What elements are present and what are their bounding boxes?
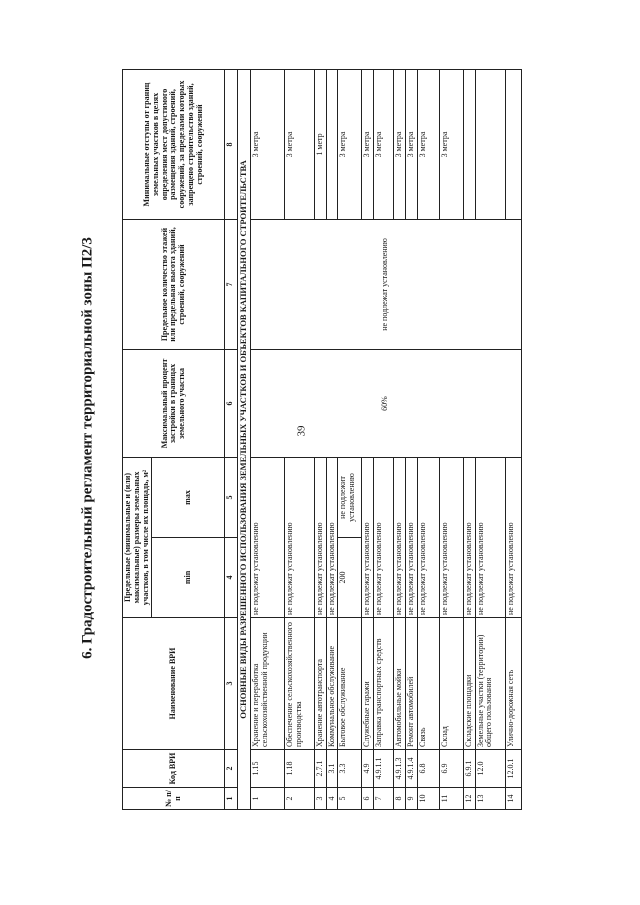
row-size: не подлежат установлению [326, 458, 338, 618]
row-code: 4.9.1.1 [374, 750, 394, 788]
header-max: max [152, 458, 225, 538]
column-number: 6 [225, 350, 238, 458]
row-size: не подлежат установлению [475, 458, 505, 618]
row-code: 1.15 [250, 750, 284, 788]
row-code: 2.7.1 [314, 750, 326, 788]
row-size-max: не подлежит установлению [338, 458, 362, 538]
row-name: Коммунальное обслуживание [326, 618, 338, 750]
row-num: 10 [417, 788, 439, 810]
row-name: Ремонт автомобилей [405, 618, 417, 750]
row-code: 3.1 [326, 750, 338, 788]
row-floors: не подлежат установлению [250, 220, 521, 350]
header-row [123, 70, 152, 810]
header-floors: Предельное количество этажей или предельная высота зданий, строений, сооружений [123, 220, 225, 350]
row-code: 3.3 [338, 750, 362, 788]
row-num: 3 [314, 788, 326, 810]
column-number: 4 [225, 538, 238, 618]
table-row [250, 70, 284, 810]
row-size: не подлежат установлению [405, 458, 417, 618]
row-size-min: 200 [338, 538, 362, 618]
column-number-row [225, 70, 238, 810]
row-setback: 3 метра [374, 70, 394, 220]
row-num: 2 [284, 788, 314, 810]
row-setback [475, 70, 505, 220]
row-setback: 1 метр [314, 70, 326, 220]
header-code: Код ВРИ [123, 750, 225, 788]
section-row [238, 70, 250, 810]
row-size: не подлежат установлению [374, 458, 394, 618]
column-number: 7 [225, 220, 238, 350]
row-size: не подлежат установлению [394, 458, 406, 618]
row-size: не подлежат установлению [250, 458, 284, 618]
row-num: 9 [405, 788, 417, 810]
row-num: 5 [338, 788, 362, 810]
row-code: 6.9 [439, 750, 463, 788]
row-name: Связь [417, 618, 439, 750]
row-size: не подлежат установлению [505, 458, 521, 618]
row-size: не подлежат установлению [417, 458, 439, 618]
row-percent: 60% [250, 350, 521, 458]
row-setback: 3 метра [338, 70, 362, 220]
row-num: 4 [326, 788, 338, 810]
row-code: 6.9.1 [463, 750, 475, 788]
row-num: 14 [505, 788, 521, 810]
row-name: Автомобильные мойки [394, 618, 406, 750]
row-name: Бытовое обслуживание [338, 618, 362, 750]
row-size: не подлежат установлению [362, 458, 374, 618]
row-num: 6 [362, 788, 374, 810]
regulation-table [122, 69, 522, 810]
page-title-text: 6. Градостроительный регламент территориальной зоны П2/3 [79, 237, 96, 659]
column-number: 1 [225, 788, 238, 810]
row-code: 4.9.1.3 [394, 750, 406, 788]
row-name: Служебные гаражи [362, 618, 374, 750]
column-number: 5 [225, 458, 238, 538]
row-name: Склад [439, 618, 463, 750]
row-size: не подлежат установлению [314, 458, 326, 618]
column-number: 8 [225, 70, 238, 220]
row-setback: 3 метра [362, 70, 374, 220]
row-setback [326, 70, 338, 220]
row-code: 6.8 [417, 750, 439, 788]
row-code: 1.18 [284, 750, 314, 788]
row-name: Улично-дорожная сеть [505, 618, 521, 750]
row-num: 1 [250, 788, 284, 810]
row-num: 12 [463, 788, 475, 810]
row-size: не подлежат установлению [463, 458, 475, 618]
row-code: 12.0 [475, 750, 505, 788]
row-code: 4.9.1.4 [405, 750, 417, 788]
header-setback: Минимальные отступы от границ земельных участков в целях определения мест допустимого размещения зданий, строений, сооружений, за пределами которых запрещено строительство зданий, строений, сооружений [123, 70, 225, 220]
column-number: 2 [225, 750, 238, 788]
section-title: ОСНОВНЫЕ ВИДЫ РАЗРЕШЕННОГО ИСПОЛЬЗОВАНИЯ ЗЕМЕЛЬНЫХ УЧАСТКОВ И ОБЪЕКТОВ КАПИТАЛЬНОГО СТРОИТЕЛЬСТВА [238, 70, 250, 810]
row-size: не подлежат установлению [284, 458, 314, 618]
row-setback: 3 метра [417, 70, 439, 220]
header-percent: Максимальный процент застройки в границах земельного участка [123, 350, 225, 458]
row-size: не подлежат установлению [439, 458, 463, 618]
header-size-group: Предельные (минимальные и (или) максимальные) размеры земельных участков, в том числе их площадь, м² [123, 458, 152, 618]
row-name: Заправка транспортных средств [374, 618, 394, 750]
row-num: 8 [394, 788, 406, 810]
row-name: Обеспечение сельскохозяйственного производства [284, 618, 314, 750]
regulation-table-wrapper [122, 70, 537, 810]
row-setback: 3 метра [284, 70, 314, 220]
row-setback: 3 метра [439, 70, 463, 220]
header-num: № п/п [123, 788, 225, 810]
row-num: 13 [475, 788, 505, 810]
row-num: 11 [439, 788, 463, 810]
column-number: 3 [225, 618, 238, 750]
row-setback: 3 метра [394, 70, 406, 220]
row-name: Хранение и переработка сельскохозяйственной продукции [250, 618, 284, 750]
header-min: min [152, 538, 225, 618]
header-name: Наименование ВРИ [123, 618, 225, 750]
row-name: Земельные участки (территории) общего пользования [475, 618, 505, 750]
row-setback [505, 70, 521, 220]
table-body [250, 70, 521, 810]
page-number: 39 [295, 425, 308, 437]
row-name: Хранение автотранспорта [314, 618, 326, 750]
row-name: Складские площадки [463, 618, 475, 750]
row-setback: 3 метра [250, 70, 284, 220]
row-setback [463, 70, 475, 220]
row-num: 7 [374, 788, 394, 810]
row-code: 12.0.1 [505, 750, 521, 788]
row-code: 4.9 [362, 750, 374, 788]
row-setback: 3 метра [405, 70, 417, 220]
